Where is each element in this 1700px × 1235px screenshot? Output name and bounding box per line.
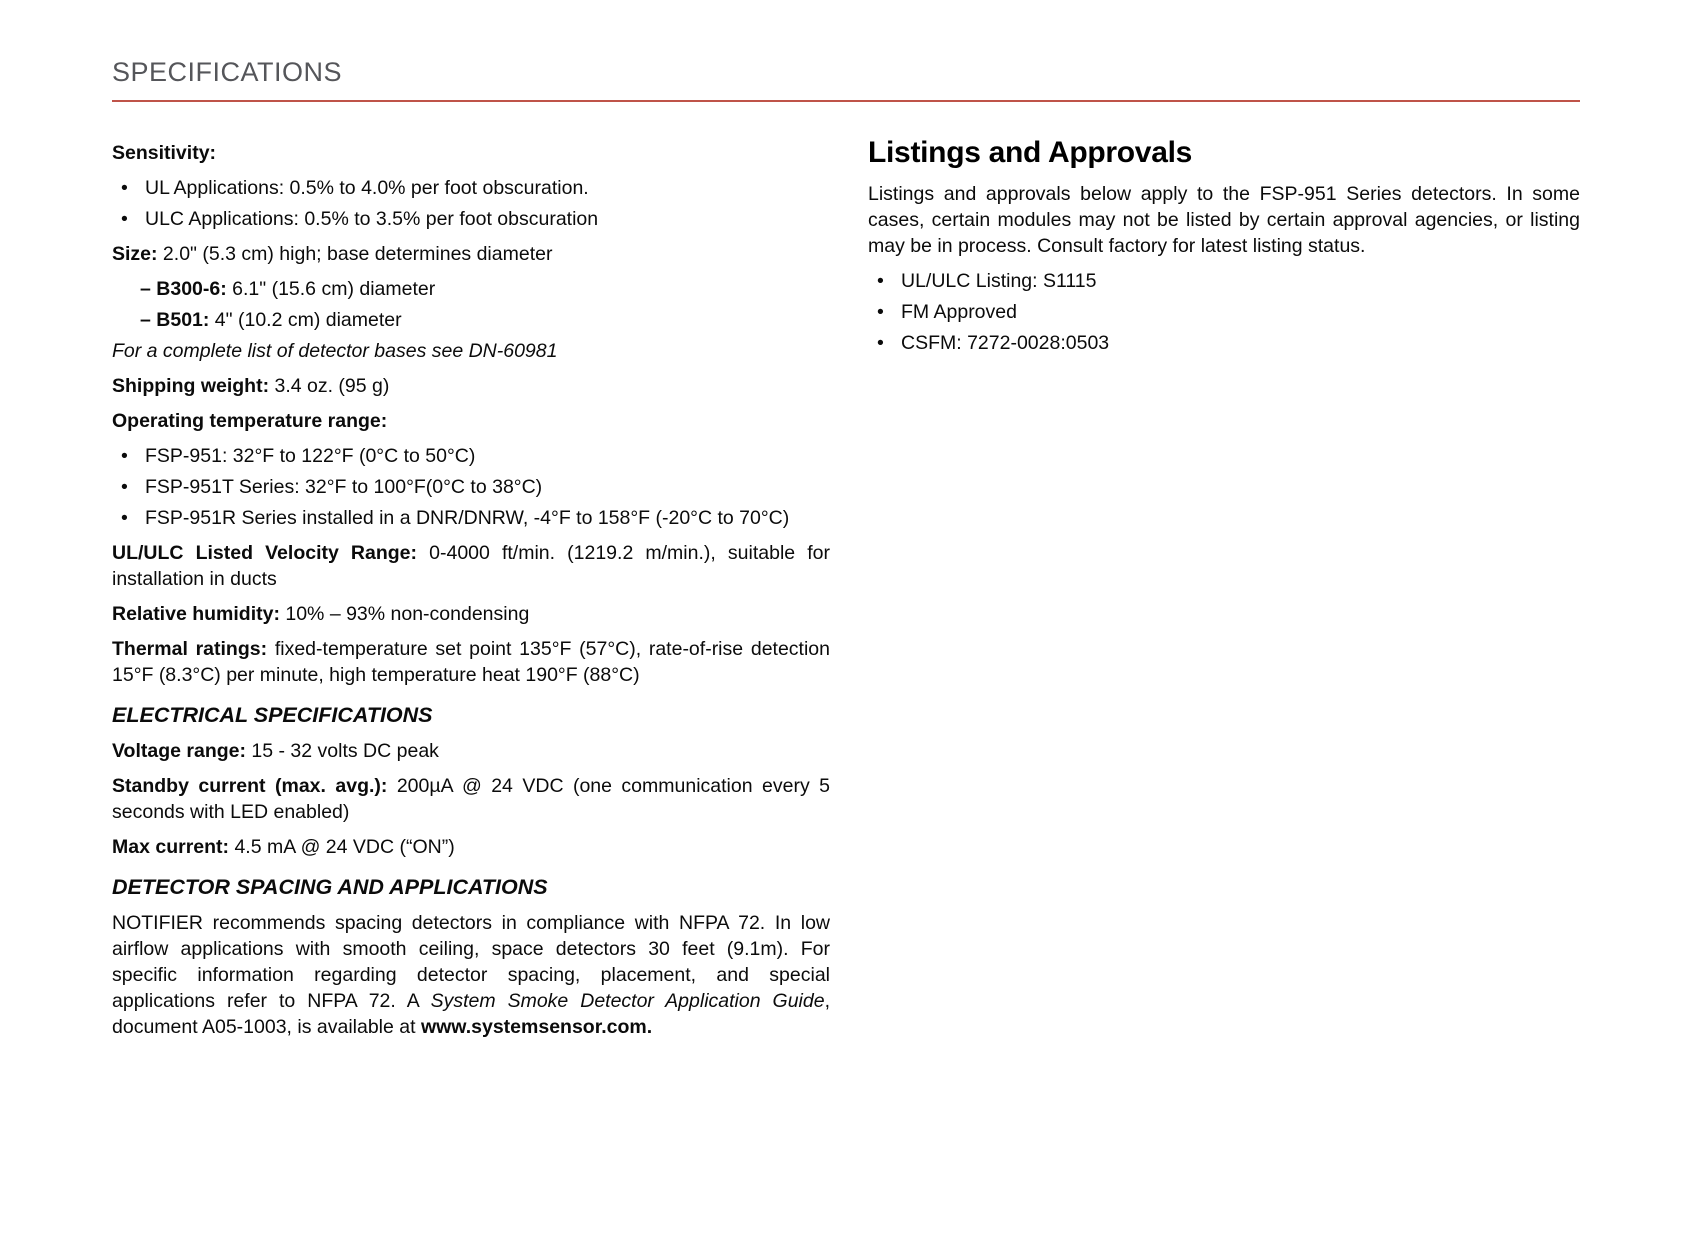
list-item: • ULC Applications: 0.5% to 3.5% per foot obscuration	[112, 206, 830, 232]
voltage-value: 15 - 32 volts DC peak	[246, 740, 439, 762]
size-value: 2.0" (5.3 cm) high; base determines diameter	[157, 243, 553, 265]
velocity-value: 0-4000 ft/min. (1219.2 m/min.), suitable for installation in ducts	[112, 542, 830, 590]
velocity-label: UL/ULC Listed Velocity Range:	[112, 542, 418, 564]
spacing-paragraph	[112, 910, 830, 1040]
list-item: • FSP-951T Series: 32°F to 100°F(0°C to 38°C)	[112, 474, 830, 500]
list-item: • FSP-951: 32°F to 122°F (0°C to 50°C)	[112, 443, 830, 469]
sensitivity-label	[112, 140, 830, 166]
velocity-spec	[112, 540, 830, 592]
size-spec	[112, 241, 830, 267]
standby-value: 200µA @ 24 VDC (one communication every 5 seconds with LED enabled)	[112, 775, 830, 823]
max-current-label: Max current:	[112, 836, 230, 858]
shipping-value: 3.4 oz. (95 g)	[269, 375, 390, 397]
temp-range-list	[112, 443, 830, 531]
sensitivity-list	[112, 175, 830, 232]
thermal-spec	[112, 636, 830, 688]
list-item: • CSFM: 7272-0028:0503	[868, 330, 1580, 356]
temp-range-label-text: Operating temperature range:	[112, 410, 388, 432]
spacing-text: , document A05-1003, is available at	[112, 990, 830, 1038]
guide-title-italic: System Smoke Detector Application Guide	[430, 990, 825, 1012]
bases-note: For a complete list of detector bases see DN-60981	[112, 340, 558, 362]
website-text: www.systemsensor.com.	[420, 1016, 653, 1038]
listings-paragraph: Listings and approvals below apply to the FSP-951 Series detectors. In some cases, certain modules may not be listed by certain approval agencies, or listing may be in process. Consult factory for latest listing status.	[868, 183, 1580, 257]
listings-heading: Listings and Approvals	[868, 136, 1193, 169]
list-item: • FM Approved	[868, 299, 1580, 325]
humidity-value: 10% – 93% non-condensing	[279, 603, 530, 625]
base-option-b300-6	[112, 276, 830, 302]
list-item: • UL Applications: 0.5% to 4.0% per foot obscuration.	[112, 175, 830, 201]
two-column-layout	[112, 136, 1580, 1049]
page-title: SPECIFICATIONS	[112, 57, 343, 87]
spacing-text: NOTIFIER recommends spacing detectors in compliance with NFPA 72. In low airflow applications with smooth ceiling, space detectors 30 feet (9.1m). For specific information regarding detector spacing, placement, and special applications refer to NFPA 72. A	[112, 912, 830, 1012]
thermal-label: Thermal ratings:	[112, 638, 268, 660]
standby-label: Standby current (max. avg.):	[112, 775, 388, 797]
size-label: Size:	[112, 243, 158, 265]
listings-list	[868, 268, 1580, 356]
listings-column	[868, 136, 1580, 365]
voltage-spec	[112, 738, 830, 764]
standby-current-spec	[112, 773, 830, 825]
max-current-spec	[112, 834, 830, 860]
electrical-section-heading: ELECTRICAL SPECIFICATIONS	[112, 703, 433, 727]
temp-range-label	[112, 408, 830, 434]
list-item: • UL/ULC Listing: S1115	[868, 268, 1580, 294]
voltage-label: Voltage range:	[112, 740, 246, 762]
base-label: – B300-6:	[140, 278, 227, 300]
base-option-b501	[112, 307, 830, 333]
humidity-label: Relative humidity:	[112, 603, 280, 625]
sensitivity-label-text: Sensitivity:	[112, 142, 217, 164]
shipping-weight-spec	[112, 373, 830, 399]
specifications-column	[112, 140, 830, 1049]
thermal-value: fixed-temperature set point 135°F (57°C), rate-of-rise detection 15°F (8.3°C) per minute, high temperature heat 190°F (88°C)	[112, 638, 830, 686]
base-value: 4" (10.2 cm) diameter	[209, 309, 402, 331]
list-item: • FSP-951R Series installed in a DNR/DNRW, -4°F to 158°F (-20°C to 70°C)	[112, 505, 830, 531]
base-label: – B501:	[140, 309, 210, 331]
max-current-value: 4.5 mA @ 24 VDC (“ON”)	[229, 836, 455, 858]
spacing-section-heading: DETECTOR SPACING AND APPLICATIONS	[112, 875, 548, 899]
humidity-spec	[112, 601, 830, 627]
base-value: 6.1" (15.6 cm) diameter	[226, 278, 436, 300]
shipping-label: Shipping weight:	[112, 375, 270, 397]
title-rule	[112, 100, 1580, 102]
